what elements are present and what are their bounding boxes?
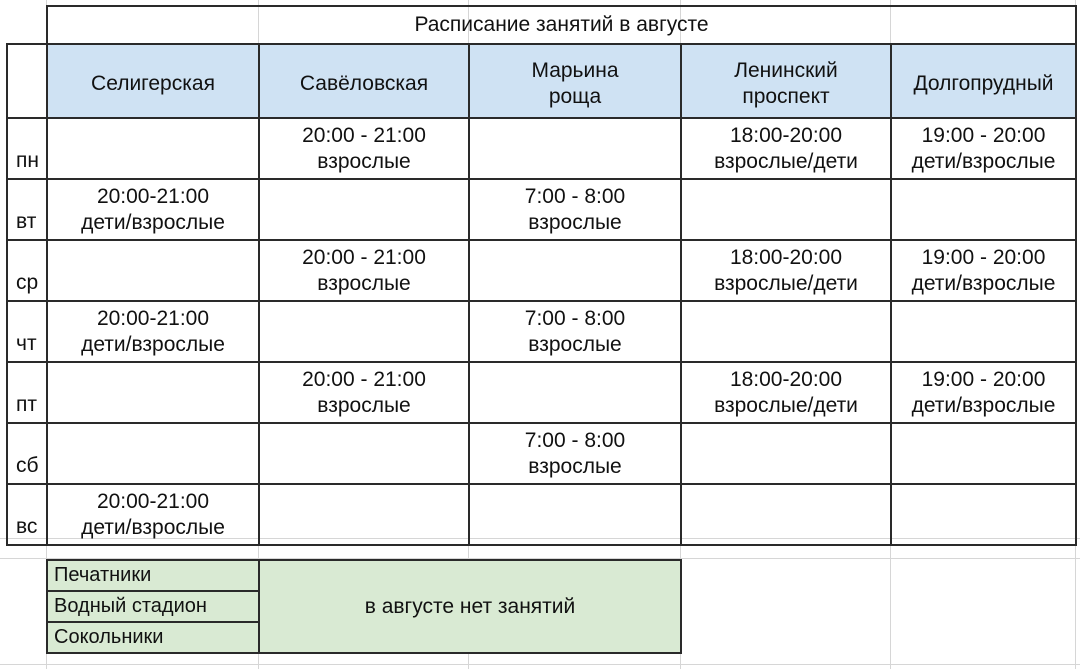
location-header-savelovskaya: Савёловская	[259, 44, 469, 118]
schedule-table	[6, 5, 1077, 546]
location-header-seligerskaya: Селигерская	[47, 44, 259, 118]
schedule-cell	[891, 240, 1076, 301]
day-label: вт	[7, 179, 47, 240]
class-time: 20:00 - 21:00	[302, 368, 426, 391]
class-time: 7:00 - 8:00	[524, 429, 626, 452]
schedule-cell	[681, 423, 891, 484]
schedule-cell	[681, 301, 891, 362]
schedule-cell	[891, 423, 1076, 484]
schedule-row	[7, 179, 1076, 240]
schedule-cell	[681, 179, 891, 240]
class-group: взрослые/дети	[714, 150, 858, 173]
schedule-cell	[47, 179, 259, 240]
no-classes-table	[46, 559, 682, 654]
class-time: 7:00 - 8:00	[524, 185, 626, 208]
schedule-cell	[469, 118, 681, 179]
schedule-cell	[47, 484, 259, 545]
schedule-row	[7, 118, 1076, 179]
schedule-cell	[681, 118, 891, 179]
schedule-cell	[469, 484, 681, 545]
class-time: 18:00-20:00	[729, 124, 843, 147]
schedule-cell	[681, 240, 891, 301]
corner-cell	[7, 6, 47, 44]
class-time: 19:00 - 20:00	[921, 124, 1046, 147]
class-group: дети/взрослые	[81, 516, 225, 539]
class-group: взрослые	[317, 272, 411, 295]
class-time: 19:00 - 20:00	[921, 246, 1046, 269]
no-classes-location: Сокольники	[47, 622, 259, 653]
schedule-cell	[47, 118, 259, 179]
class-time: 20:00-21:00	[96, 490, 210, 513]
schedule-cell	[891, 362, 1076, 423]
schedule-rows	[7, 118, 1076, 545]
class-group: взрослые/дети	[714, 394, 858, 417]
class-group: взрослые	[317, 150, 411, 173]
schedule-cell	[259, 484, 469, 545]
schedule-row	[7, 301, 1076, 362]
class-time: 20:00-21:00	[96, 185, 210, 208]
location-header-leninsky-prospekt: Ленинский проспект	[681, 44, 891, 118]
no-classes-location: Водный стадион	[47, 591, 259, 622]
class-group: дети/взрослые	[81, 211, 225, 234]
schedule-cell	[891, 118, 1076, 179]
schedule-cell	[259, 240, 469, 301]
no-classes-note: в августе нет занятий	[259, 560, 681, 653]
schedule-cell	[259, 423, 469, 484]
schedule-row	[7, 484, 1076, 545]
class-group: взрослые	[528, 455, 622, 478]
schedule-cell	[469, 301, 681, 362]
class-time: 18:00-20:00	[729, 368, 843, 391]
schedule-row	[7, 362, 1076, 423]
schedule-cell	[259, 362, 469, 423]
schedule-cell	[47, 423, 259, 484]
day-label: пн	[7, 118, 47, 179]
schedule-cell	[681, 362, 891, 423]
class-group: взрослые/дети	[714, 272, 858, 295]
schedule-cell	[469, 179, 681, 240]
day-header-blank	[7, 44, 47, 118]
schedule-cell	[469, 362, 681, 423]
class-time: 20:00-21:00	[96, 307, 210, 330]
day-label: сб	[7, 423, 47, 484]
schedule-cell	[259, 118, 469, 179]
day-label: пт	[7, 362, 47, 423]
class-time: 18:00-20:00	[729, 246, 843, 269]
class-group: дети/взрослые	[911, 272, 1056, 295]
schedule-cell	[47, 301, 259, 362]
schedule-cell	[891, 179, 1076, 240]
schedule-row	[7, 423, 1076, 484]
day-label: ср	[7, 240, 47, 301]
class-time: 20:00 - 21:00	[302, 124, 426, 147]
class-group: дети/взрослые	[911, 394, 1056, 417]
schedule-cell	[681, 484, 891, 545]
schedule-cell	[469, 423, 681, 484]
schedule-cell	[259, 179, 469, 240]
class-time: 7:00 - 8:00	[524, 307, 626, 330]
day-label: вс	[7, 484, 47, 545]
schedule-cell	[47, 240, 259, 301]
location-header-maryina-roshcha: Марьина роща	[469, 44, 681, 118]
class-group: взрослые	[528, 333, 622, 356]
schedule-cell	[259, 301, 469, 362]
class-time: 19:00 - 20:00	[921, 368, 1046, 391]
location-header-dolgoprudny: Долгопрудный	[891, 44, 1076, 118]
class-group: дети/взрослые	[81, 333, 225, 356]
schedule-cell	[891, 484, 1076, 545]
schedule-cell	[891, 301, 1076, 362]
schedule-title: Расписание занятий в августе	[47, 6, 1076, 44]
no-classes-location: Печатники	[47, 560, 259, 591]
class-group: взрослые	[528, 211, 622, 234]
class-group: взрослые	[317, 394, 411, 417]
schedule-cell	[47, 362, 259, 423]
schedule-cell	[469, 240, 681, 301]
class-time: 20:00 - 21:00	[302, 246, 426, 269]
day-label: чт	[7, 301, 47, 362]
class-group: дети/взрослые	[911, 150, 1056, 173]
schedule-row	[7, 240, 1076, 301]
